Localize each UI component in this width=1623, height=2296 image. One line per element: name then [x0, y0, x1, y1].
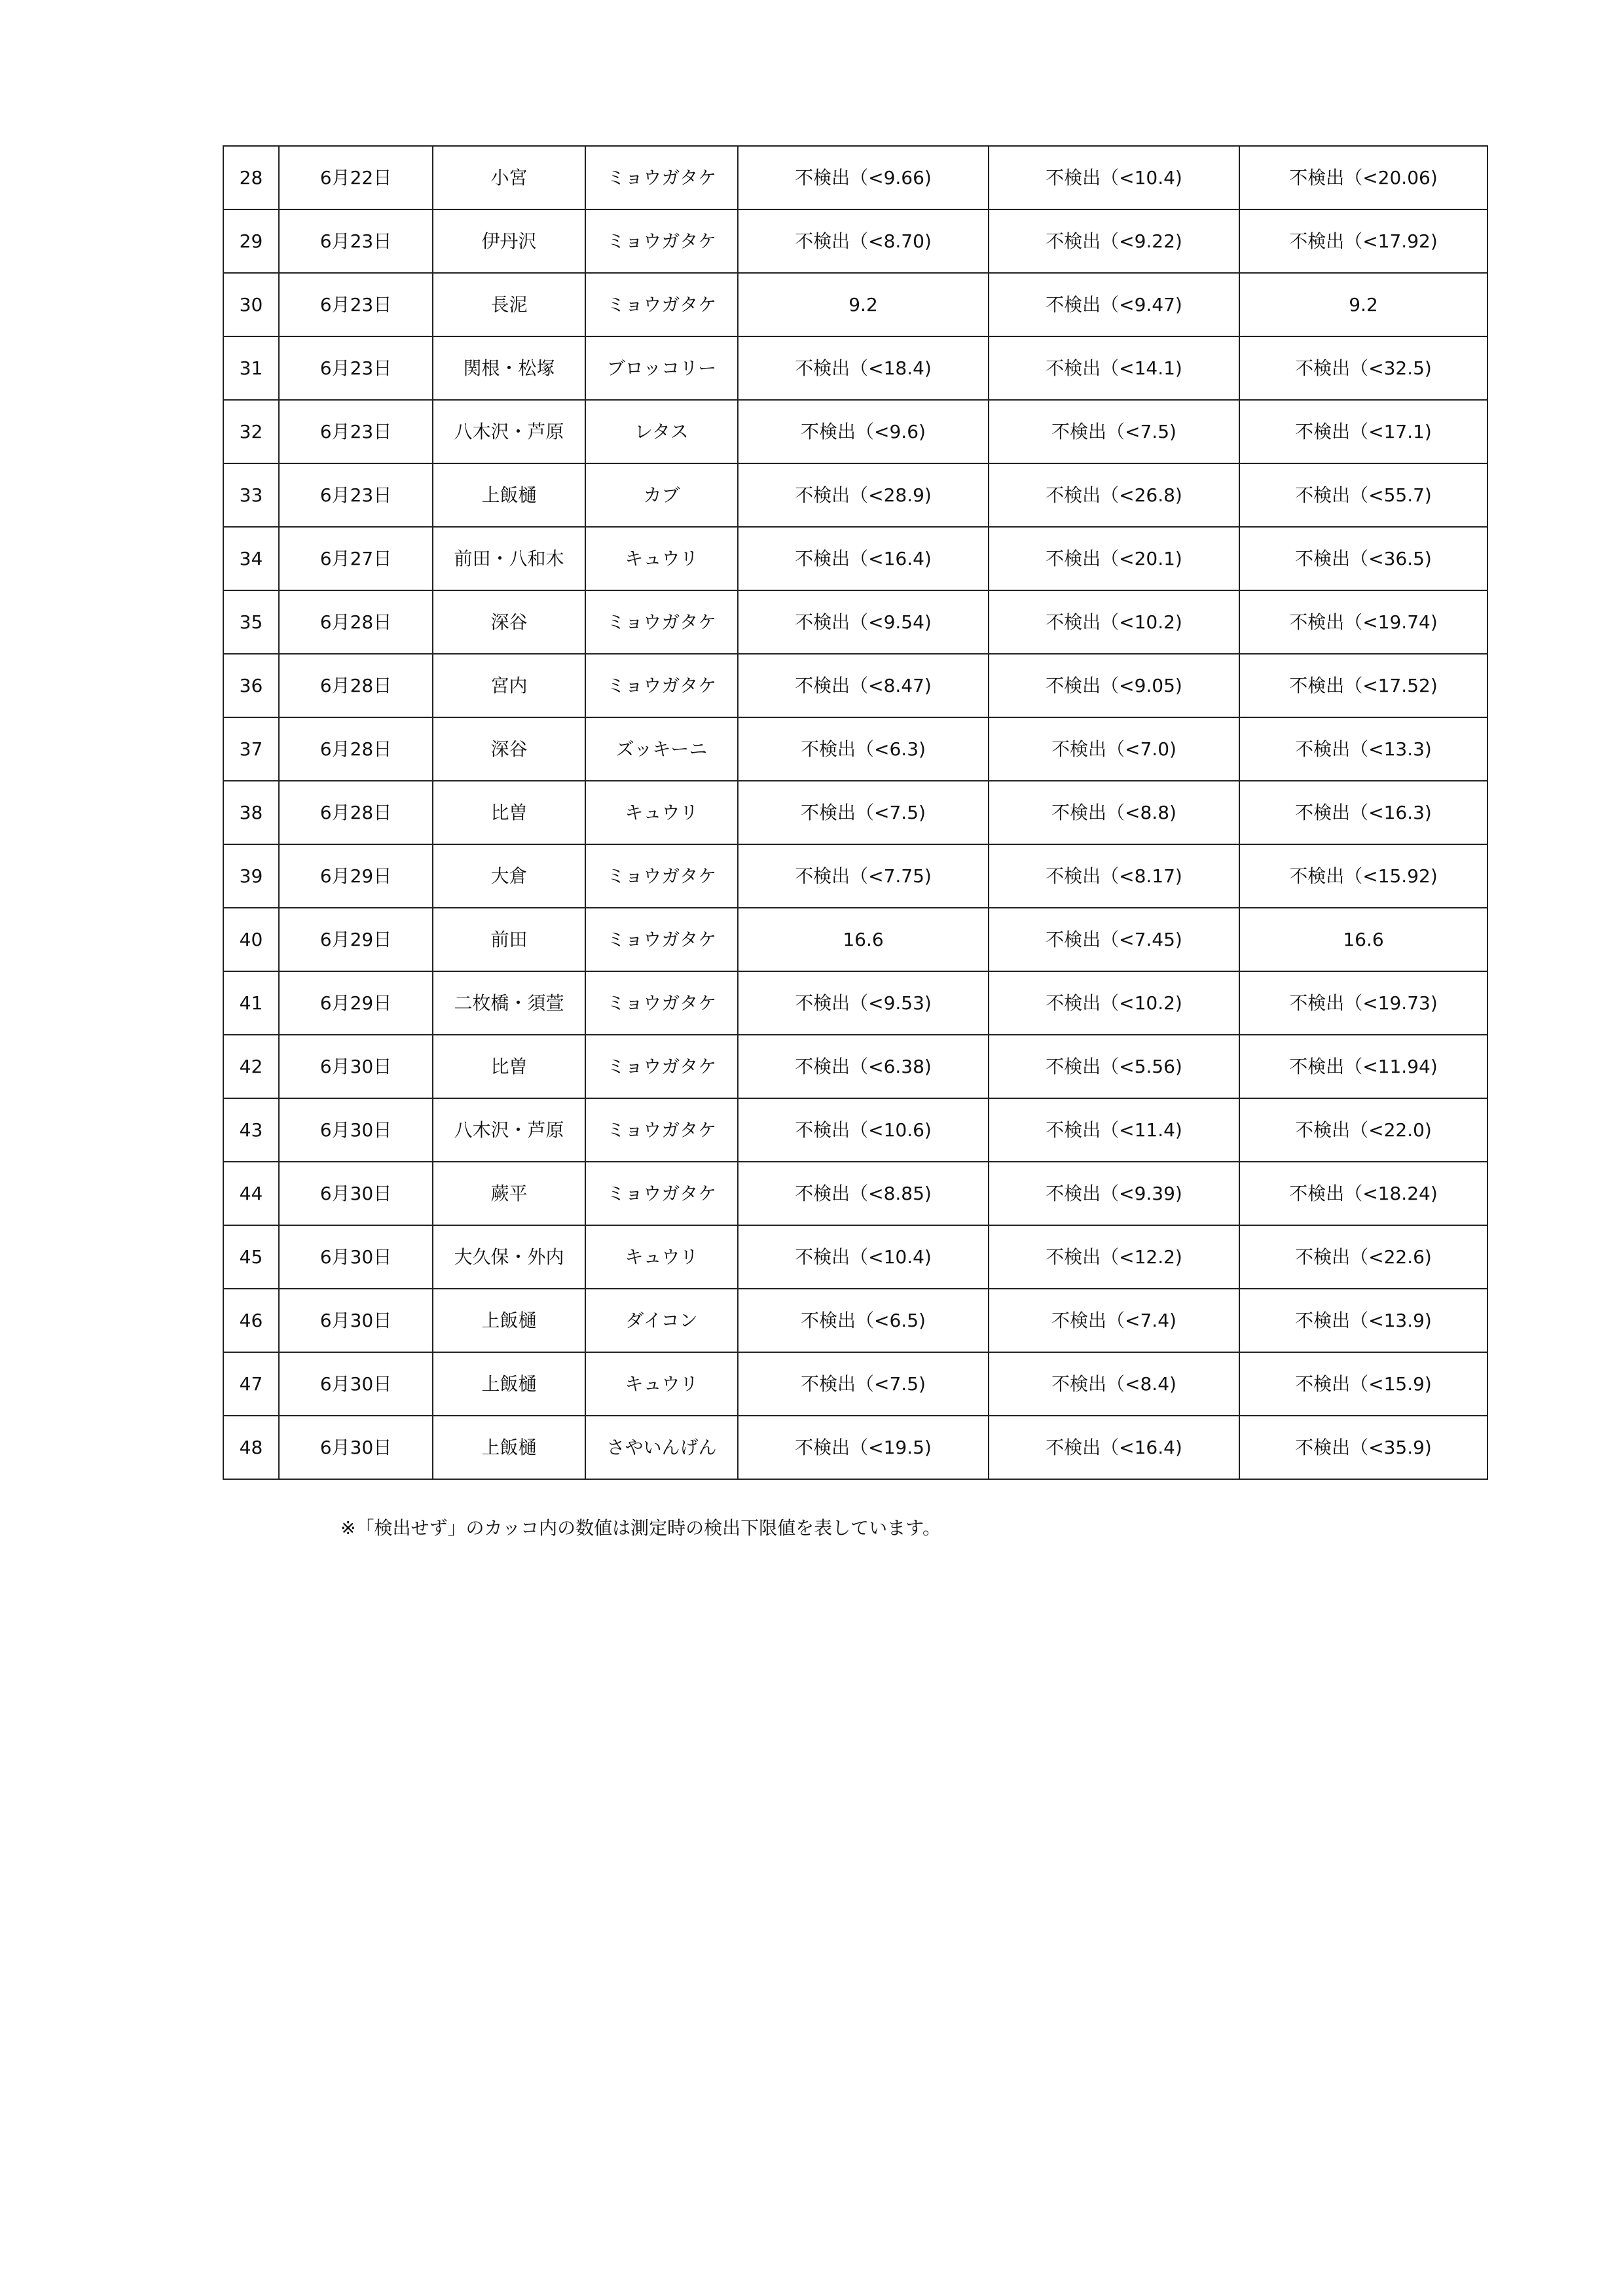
- cesium-134-value-cell: 不検出（<19.5): [738, 1416, 989, 1479]
- item-name-cell: ミョウガタケ: [585, 1098, 738, 1162]
- sample-location-cell: 深谷: [433, 590, 585, 654]
- cesium-total-value-cell: 不検出（<19.74): [1239, 590, 1487, 654]
- cesium-134-value-cell: 不検出（<16.4): [738, 527, 989, 590]
- cesium-137-value-cell: 不検出（<9.05): [989, 654, 1239, 717]
- cesium-137-value-cell: 不検出（<9.22): [989, 209, 1239, 273]
- table-row: [223, 844, 1487, 908]
- cesium-134-value-cell: 不検出（<6.38): [738, 1035, 989, 1098]
- sample-location-cell: 上飯樋: [433, 1352, 585, 1416]
- item-name-cell: ダイコン: [585, 1289, 738, 1352]
- item-name-cell: ミョウガタケ: [585, 590, 738, 654]
- item-name-cell: ミョウガタケ: [585, 1162, 738, 1225]
- table-row: [223, 336, 1487, 400]
- cesium-total-value-cell: 不検出（<36.5): [1239, 527, 1487, 590]
- cesium-total-value-cell: 不検出（<15.92): [1239, 844, 1487, 908]
- row-number-cell: 42: [223, 1035, 279, 1098]
- row-number-cell: 38: [223, 781, 279, 844]
- table-row: [223, 971, 1487, 1035]
- cesium-134-value-cell: 不検出（<18.4): [738, 336, 989, 400]
- cesium-134-value-cell: 不検出（<7.5): [738, 781, 989, 844]
- sample-location-cell: 大倉: [433, 844, 585, 908]
- sample-date-cell: 6月29日: [279, 908, 433, 971]
- table-row: [223, 1289, 1487, 1352]
- cesium-137-value-cell: 不検出（<8.4): [989, 1352, 1239, 1416]
- table-row: [223, 1352, 1487, 1416]
- cesium-134-value-cell: 不検出（<8.85): [738, 1162, 989, 1225]
- table-row: [223, 209, 1487, 273]
- cesium-137-value-cell: 不検出（<9.39): [989, 1162, 1239, 1225]
- sample-location-cell: 伊丹沢: [433, 209, 585, 273]
- row-number-cell: 43: [223, 1098, 279, 1162]
- row-number-cell: 34: [223, 527, 279, 590]
- sample-location-cell: 前田・八和木: [433, 527, 585, 590]
- item-name-cell: ブロッコリー: [585, 336, 738, 400]
- table-row: [223, 1225, 1487, 1289]
- cesium-total-value-cell: 不検出（<35.9): [1239, 1416, 1487, 1479]
- cesium-total-value-cell: 不検出（<17.52): [1239, 654, 1487, 717]
- cesium-137-value-cell: 不検出（<16.4): [989, 1416, 1239, 1479]
- sample-date-cell: 6月30日: [279, 1352, 433, 1416]
- cesium-134-value-cell: 不検出（<28.9): [738, 463, 989, 527]
- cesium-total-value-cell: 不検出（<32.5): [1239, 336, 1487, 400]
- sample-location-cell: 八木沢・芦原: [433, 1098, 585, 1162]
- sample-date-cell: 6月29日: [279, 844, 433, 908]
- item-name-cell: キュウリ: [585, 527, 738, 590]
- cesium-134-value-cell: 不検出（<10.4): [738, 1225, 989, 1289]
- item-name-cell: ミョウガタケ: [585, 654, 738, 717]
- table-row: [223, 1035, 1487, 1098]
- sample-location-cell: 八木沢・芦原: [433, 400, 585, 463]
- cesium-137-value-cell: 不検出（<7.4): [989, 1289, 1239, 1352]
- row-number-cell: 32: [223, 400, 279, 463]
- sample-date-cell: 6月23日: [279, 336, 433, 400]
- table-row: [223, 1416, 1487, 1479]
- cesium-137-value-cell: 不検出（<12.2): [989, 1225, 1239, 1289]
- row-number-cell: 33: [223, 463, 279, 527]
- cesium-total-value-cell: 16.6: [1239, 908, 1487, 971]
- table-row: [223, 908, 1487, 971]
- sample-date-cell: 6月28日: [279, 590, 433, 654]
- item-name-cell: ミョウガタケ: [585, 209, 738, 273]
- item-name-cell: ミョウガタケ: [585, 908, 738, 971]
- cesium-134-value-cell: 不検出（<9.66): [738, 146, 989, 209]
- row-number-cell: 48: [223, 1416, 279, 1479]
- cesium-total-value-cell: 不検出（<13.9): [1239, 1289, 1487, 1352]
- sample-location-cell: 長泥: [433, 273, 585, 336]
- table-row: [223, 463, 1487, 527]
- item-name-cell: ミョウガタケ: [585, 146, 738, 209]
- cesium-total-value-cell: 不検出（<20.06): [1239, 146, 1487, 209]
- cesium-137-value-cell: 不検出（<7.45): [989, 908, 1239, 971]
- row-number-cell: 35: [223, 590, 279, 654]
- sample-date-cell: 6月28日: [279, 654, 433, 717]
- sample-date-cell: 6月27日: [279, 527, 433, 590]
- sample-date-cell: 6月23日: [279, 400, 433, 463]
- cesium-137-value-cell: 不検出（<5.56): [989, 1035, 1239, 1098]
- cesium-134-value-cell: 不検出（<9.54): [738, 590, 989, 654]
- row-number-cell: 39: [223, 844, 279, 908]
- sample-location-cell: 比曽: [433, 1035, 585, 1098]
- item-name-cell: さやいんげん: [585, 1416, 738, 1479]
- sample-location-cell: 宮内: [433, 654, 585, 717]
- table-row: [223, 146, 1487, 209]
- cesium-total-value-cell: 不検出（<16.3): [1239, 781, 1487, 844]
- cesium-total-value-cell: 不検出（<22.0): [1239, 1098, 1487, 1162]
- row-number-cell: 30: [223, 273, 279, 336]
- table-row: [223, 1162, 1487, 1225]
- item-name-cell: レタス: [585, 400, 738, 463]
- cesium-total-value-cell: 不検出（<15.9): [1239, 1352, 1487, 1416]
- cesium-137-value-cell: 不検出（<10.2): [989, 590, 1239, 654]
- item-name-cell: キュウリ: [585, 1352, 738, 1416]
- cesium-total-value-cell: 不検出（<19.73): [1239, 971, 1487, 1035]
- sample-date-cell: 6月30日: [279, 1225, 433, 1289]
- row-number-cell: 29: [223, 209, 279, 273]
- sample-location-cell: 関根・松塚: [433, 336, 585, 400]
- cesium-134-value-cell: 不検出（<6.3): [738, 717, 989, 781]
- table-row: [223, 1098, 1487, 1162]
- table-row: [223, 654, 1487, 717]
- row-number-cell: 40: [223, 908, 279, 971]
- sample-date-cell: 6月30日: [279, 1098, 433, 1162]
- sample-date-cell: 6月30日: [279, 1416, 433, 1479]
- row-number-cell: 37: [223, 717, 279, 781]
- footnote: ※「検出せず」のカッコ内の数値は測定時の検出下限値を表しています。: [340, 1517, 941, 1539]
- sample-date-cell: 6月23日: [279, 273, 433, 336]
- cesium-137-value-cell: 不検出（<14.1): [989, 336, 1239, 400]
- item-name-cell: ズッキーニ: [585, 717, 738, 781]
- cesium-134-value-cell: 不検出（<9.53): [738, 971, 989, 1035]
- cesium-total-value-cell: 不検出（<55.7): [1239, 463, 1487, 527]
- row-number-cell: 28: [223, 146, 279, 209]
- sample-location-cell: 上飯樋: [433, 1289, 585, 1352]
- row-number-cell: 41: [223, 971, 279, 1035]
- cesium-total-value-cell: 不検出（<11.94): [1239, 1035, 1487, 1098]
- cesium-137-value-cell: 不検出（<9.47): [989, 273, 1239, 336]
- cesium-137-value-cell: 不検出（<26.8): [989, 463, 1239, 527]
- results-table-body: [223, 146, 1487, 1479]
- sample-location-cell: 大久保・外内: [433, 1225, 585, 1289]
- sample-date-cell: 6月22日: [279, 146, 433, 209]
- sample-location-cell: 蕨平: [433, 1162, 585, 1225]
- cesium-134-value-cell: 不検出（<10.6): [738, 1098, 989, 1162]
- cesium-137-value-cell: 不検出（<7.0): [989, 717, 1239, 781]
- cesium-137-value-cell: 不検出（<8.17): [989, 844, 1239, 908]
- sample-date-cell: 6月23日: [279, 463, 433, 527]
- row-number-cell: 47: [223, 1352, 279, 1416]
- sample-date-cell: 6月28日: [279, 781, 433, 844]
- sample-date-cell: 6月30日: [279, 1162, 433, 1225]
- sample-date-cell: 6月29日: [279, 971, 433, 1035]
- cesium-total-value-cell: 不検出（<17.1): [1239, 400, 1487, 463]
- item-name-cell: ミョウガタケ: [585, 273, 738, 336]
- cesium-134-value-cell: 不検出（<8.70): [738, 209, 989, 273]
- cesium-134-value-cell: 9.2: [738, 273, 989, 336]
- cesium-137-value-cell: 不検出（<20.1): [989, 527, 1239, 590]
- cesium-total-value-cell: 不検出（<17.92): [1239, 209, 1487, 273]
- sample-date-cell: 6月23日: [279, 209, 433, 273]
- cesium-137-value-cell: 不検出（<7.5): [989, 400, 1239, 463]
- sample-date-cell: 6月30日: [279, 1035, 433, 1098]
- cesium-134-value-cell: 不検出（<7.5): [738, 1352, 989, 1416]
- item-name-cell: ミョウガタケ: [585, 971, 738, 1035]
- table-row: [223, 590, 1487, 654]
- row-number-cell: 31: [223, 336, 279, 400]
- cesium-134-value-cell: 不検出（<9.6): [738, 400, 989, 463]
- sample-location-cell: 深谷: [433, 717, 585, 781]
- cesium-137-value-cell: 不検出（<10.4): [989, 146, 1239, 209]
- row-number-cell: 44: [223, 1162, 279, 1225]
- table-row: [223, 273, 1487, 336]
- sample-date-cell: 6月28日: [279, 717, 433, 781]
- cesium-total-value-cell: 不検出（<18.24): [1239, 1162, 1487, 1225]
- sample-date-cell: 6月30日: [279, 1289, 433, 1352]
- sample-location-cell: 前田: [433, 908, 585, 971]
- sample-location-cell: 上飯樋: [433, 463, 585, 527]
- item-name-cell: キュウリ: [585, 781, 738, 844]
- table-row: [223, 717, 1487, 781]
- sample-location-cell: 比曽: [433, 781, 585, 844]
- cesium-137-value-cell: 不検出（<10.2): [989, 971, 1239, 1035]
- cesium-137-value-cell: 不検出（<8.8): [989, 781, 1239, 844]
- row-number-cell: 46: [223, 1289, 279, 1352]
- item-name-cell: カブ: [585, 463, 738, 527]
- row-number-cell: 36: [223, 654, 279, 717]
- cesium-134-value-cell: 不検出（<6.5): [738, 1289, 989, 1352]
- cesium-137-value-cell: 不検出（<11.4): [989, 1098, 1239, 1162]
- table-row: [223, 400, 1487, 463]
- item-name-cell: ミョウガタケ: [585, 844, 738, 908]
- row-number-cell: 45: [223, 1225, 279, 1289]
- sample-location-cell: 上飯樋: [433, 1416, 585, 1479]
- results-table: [223, 145, 1488, 1480]
- cesium-total-value-cell: 不検出（<22.6): [1239, 1225, 1487, 1289]
- cesium-total-value-cell: 9.2: [1239, 273, 1487, 336]
- table-row: [223, 781, 1487, 844]
- cesium-134-value-cell: 不検出（<7.75): [738, 844, 989, 908]
- item-name-cell: キュウリ: [585, 1225, 738, 1289]
- cesium-total-value-cell: 不検出（<13.3): [1239, 717, 1487, 781]
- item-name-cell: ミョウガタケ: [585, 1035, 738, 1098]
- table-row: [223, 527, 1487, 590]
- sample-location-cell: 小宮: [433, 146, 585, 209]
- sample-location-cell: 二枚橋・須萱: [433, 971, 585, 1035]
- cesium-134-value-cell: 16.6: [738, 908, 989, 971]
- cesium-134-value-cell: 不検出（<8.47): [738, 654, 989, 717]
